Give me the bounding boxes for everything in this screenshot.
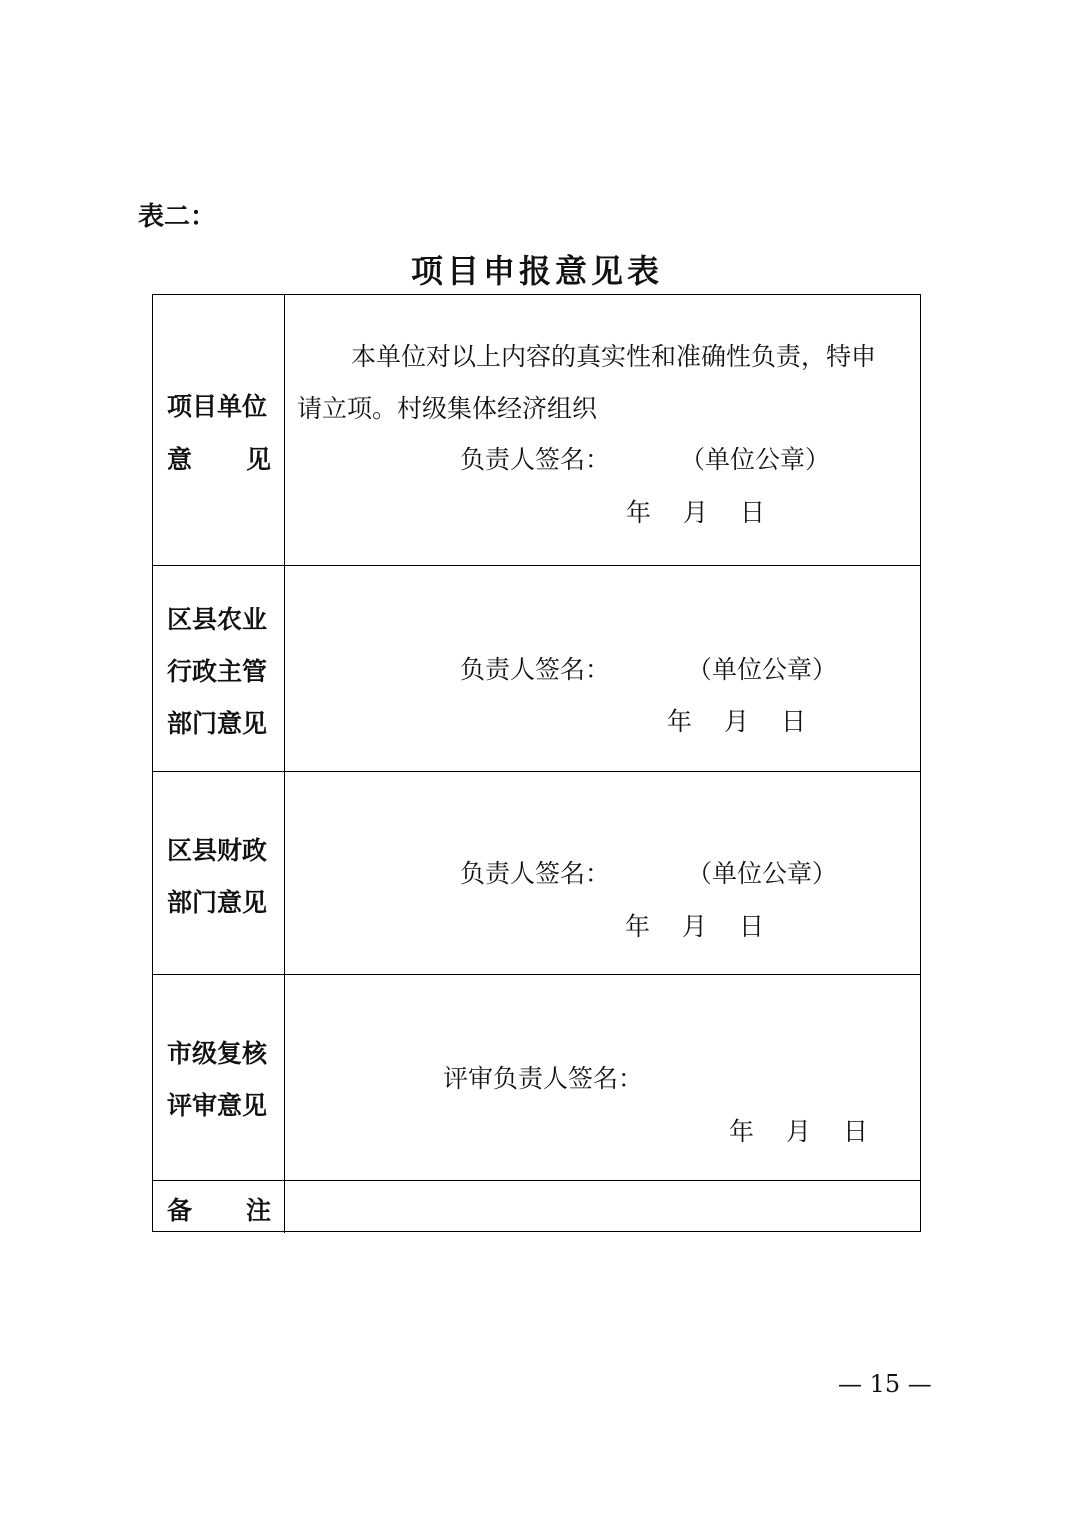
- signature-label: 负责人签名：: [460, 859, 611, 888]
- statement-text-line1: 本单位对以上内容的真实性和准确性负责，特申: [351, 342, 877, 371]
- date-day: 日: [843, 1117, 869, 1146]
- date-year: 年: [625, 912, 651, 941]
- label-line: 部门意见: [167, 709, 268, 738]
- label-line-spread: [167, 440, 271, 476]
- statement-text-line2: 请立项。村级集体经济组织: [297, 394, 598, 423]
- opinion-cell-city-review: [285, 975, 920, 1180]
- opinion-cell-district-agriculture: [285, 566, 920, 771]
- label-cell-district-finance: [153, 772, 285, 974]
- date-month: 月: [682, 912, 708, 941]
- label-cell-remarks: [153, 1181, 285, 1233]
- table-label: 表二：: [138, 202, 217, 232]
- row-remarks: [153, 1181, 920, 1233]
- label-line: 项目单位: [167, 392, 268, 421]
- label-line: 区县农业: [167, 605, 268, 634]
- label-line: 评审意见: [167, 1091, 268, 1120]
- date-day: 日: [781, 707, 807, 736]
- date-year: 年: [667, 707, 693, 736]
- signature-label: 负责人签名：: [460, 445, 611, 474]
- date-month: 月: [683, 498, 709, 527]
- label-line: 部门意见: [167, 888, 268, 917]
- date-month: 月: [786, 1117, 812, 1146]
- date-day: 日: [740, 498, 766, 527]
- date-month: 月: [724, 707, 750, 736]
- seal-label: （单位公章）: [687, 859, 838, 888]
- label-line-spread: [167, 1191, 271, 1227]
- label-char: 见: [245, 445, 271, 474]
- page-number: — 15 —: [838, 1370, 932, 1398]
- date-year: 年: [729, 1117, 755, 1146]
- row-district-finance: [153, 772, 920, 975]
- date-line: [667, 702, 806, 738]
- label-line: 市级复核: [167, 1039, 268, 1068]
- label-char: 意: [167, 445, 193, 474]
- opinion-cell-project-unit: [285, 295, 920, 565]
- opinion-form-table: [152, 294, 921, 1232]
- date-day: 日: [739, 912, 765, 941]
- label-char: 注: [245, 1196, 271, 1225]
- opinion-cell-district-finance: [285, 772, 920, 974]
- date-line: [626, 493, 765, 529]
- remarks-cell: [285, 1181, 920, 1233]
- label-cell-city-review: [153, 975, 285, 1180]
- signature-label: 负责人签名：: [460, 655, 611, 684]
- date-line: [729, 1112, 868, 1148]
- seal-label: （单位公章）: [680, 445, 831, 474]
- seal-label: （单位公章）: [687, 655, 838, 684]
- date-line: [625, 907, 764, 943]
- date-year: 年: [626, 498, 652, 527]
- signature-label: 评审负责人签名：: [443, 1064, 644, 1093]
- form-title: 项目申报意见表: [410, 252, 663, 290]
- row-district-agriculture: [153, 566, 920, 772]
- label-char: 备: [167, 1196, 193, 1225]
- row-project-unit: [153, 295, 920, 566]
- label-cell-district-agriculture: [153, 566, 285, 771]
- label-cell-project-unit: [153, 295, 285, 565]
- label-line: 行政主管: [167, 657, 268, 686]
- label-line: 区县财政: [167, 836, 268, 865]
- row-city-review: [153, 975, 920, 1181]
